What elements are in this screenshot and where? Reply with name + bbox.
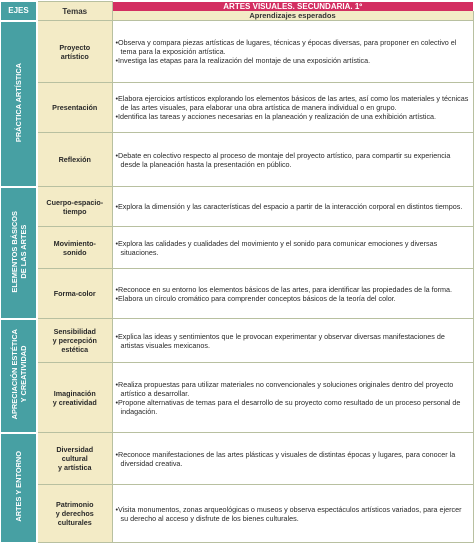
aprendizajes-cell bbox=[112, 227, 473, 269]
eje-artes-entorno bbox=[1, 433, 37, 543]
aprendizajes-cell bbox=[112, 269, 473, 319]
tema-cell: Sensibilidad y percepción estética bbox=[37, 319, 112, 363]
eje-elementos-basicos bbox=[1, 187, 37, 319]
aprendizajes-header: Aprendizajes esperados bbox=[112, 11, 473, 21]
tema-cell: Cuerpo-espacio- tiempo bbox=[37, 187, 112, 227]
temas-header: Temas bbox=[37, 2, 112, 21]
tema-cell: Proyecto artístico bbox=[37, 21, 112, 83]
eje-practica-artistica bbox=[1, 21, 37, 187]
aprendizajes-cell bbox=[112, 485, 473, 543]
tema-cell: Diversidad cultural y artística bbox=[37, 433, 112, 485]
aprendizaje-item: •Visita monumentos, zonas arqueológicas o museos y observa espectáculos artísticos variados, para ejercer su derecho al acceso y disfrute de los bienes culturales. bbox=[115, 504, 462, 523]
aprendizajes-cell bbox=[112, 433, 473, 485]
tema-cell: Presentación bbox=[37, 83, 112, 133]
tema-cell: Reflexión bbox=[37, 133, 112, 187]
eje-apreciacion-estetica bbox=[1, 319, 37, 433]
aprendizajes-cell bbox=[112, 133, 473, 187]
eje-label: PRÁCTICA ARTÍSTICA bbox=[14, 62, 23, 143]
eje-label: ELEMENTOS BÁSICOS DE LAS ARTES bbox=[9, 210, 28, 293]
tema-cell: Movimiento- sonido bbox=[37, 227, 112, 269]
aprendizaje-item: •Realiza propuestas para utilizar materiales no convencionales y soluciones originales dentro del proyecto artístico a desarrollar. bbox=[115, 379, 454, 398]
aprendizaje-item: •Identifica las tareas y acciones necesarias en la planeación y realización de una exhibición artística. bbox=[115, 112, 437, 121]
aprendizajes-cell bbox=[112, 21, 473, 83]
eje-label: ARTES Y ENTORNO bbox=[14, 451, 23, 522]
aprendizaje-item: •Elabora un círculo cromático para comprender conceptos básicos de la teoría del color. bbox=[115, 293, 396, 303]
aprendizajes-cell bbox=[112, 187, 473, 227]
aprendizaje-item: •Investiga las etapas para la realización del montaje de una exposición artística. bbox=[115, 56, 371, 65]
tema-cell: Forma-color bbox=[37, 269, 112, 319]
table-title: ARTES VISUALES. SECUNDARIA. 1º bbox=[112, 2, 473, 11]
aprendizaje-item: •Reconoce en su entorno los elementos básicos de las artes, para identificar las propiedades de la forma. bbox=[115, 284, 453, 294]
aprendizaje-item: •Explica las ideas y sentimientos que le provocan experimentar y observar diversas manifestaciones de artistas visuales mexicanos. bbox=[115, 331, 445, 350]
aprendizaje-item: •Explora la dimensión y las características del espacio a partir de la interacción corporal en distintos tiempos. bbox=[115, 202, 463, 211]
aprendizaje-item: •Observa y compara piezas artísticas de lugares, técnicas y épocas diversas, para proponer en colectivo el tema para la exposición artística. bbox=[115, 38, 457, 56]
tema-cell: Imaginación y creatividad bbox=[37, 363, 112, 433]
tema-cell: Patrimonio y derechos culturales bbox=[37, 485, 112, 543]
aprendizajes-cell bbox=[112, 83, 473, 133]
curriculum-table bbox=[1, 1, 474, 544]
aprendizajes-cell bbox=[112, 363, 473, 433]
aprendizaje-item: •Propone alternativas de temas para el desarrollo de su proyecto como resultado de un proceso personal de indagación. bbox=[115, 397, 461, 416]
eje-label: APRECIACIÓN ESTÉTICA Y CREATIVIDAD bbox=[9, 329, 28, 420]
ejes-header: EJES bbox=[1, 2, 37, 21]
aprendizajes-cell bbox=[112, 319, 473, 363]
aprendizaje-item: •Debate en colectivo respecto al proceso de montaje del proyecto artístico, para compartir su experiencia desde la planeación hasta la presentación en público. bbox=[115, 150, 451, 169]
aprendizaje-item: •Elabora ejercicios artísticos explorando los elementos básicos de las artes, así como los materiales y técnicas de las artes visuales, para elaborar una obra artística de manera individual o en grupo. bbox=[115, 94, 469, 112]
aprendizaje-item: •Reconoce manifestaciones de las artes plásticas y visuales de distintas épocas y lugares, para conocer la diversidad creativa. bbox=[115, 449, 456, 468]
aprendizaje-item: •Explora las calidades y cualidades del movimiento y el sonido para comunicar emociones y diversas situaciones. bbox=[115, 238, 438, 257]
